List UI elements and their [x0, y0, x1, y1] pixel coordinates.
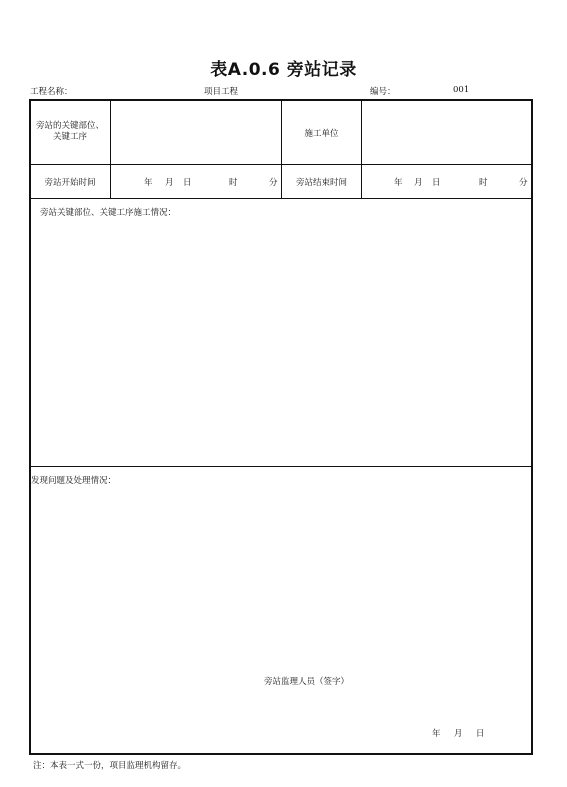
- start-day-unit: 日: [183, 178, 192, 188]
- key-part-label: 旁站的关键部位、 关键工序: [35, 121, 104, 142]
- end-month-unit: 月: [414, 178, 423, 188]
- key-part-field[interactable]: [111, 100, 281, 164]
- end-day-unit: 日: [432, 178, 441, 188]
- footnote: 注：本表一式一份，项目监理机构留存。: [33, 761, 187, 771]
- project-name-value: 项目工程: [204, 87, 239, 97]
- end-year-unit: 年: [394, 178, 403, 188]
- sign-year-unit: 年: [432, 729, 441, 739]
- sign-date: [432, 727, 484, 739]
- form-number-label: 编号：: [370, 87, 396, 97]
- start-time-label: 旁站开始时间: [44, 178, 96, 188]
- supervisor-signature-label: 旁站监理人员（签字）: [264, 677, 350, 687]
- start-minute-unit: 分: [269, 178, 278, 188]
- end-time-label: 旁站结束时间: [295, 178, 347, 188]
- end-hour-unit: 时: [479, 178, 488, 188]
- project-name-label: 工程名称：: [30, 87, 73, 97]
- start-year-unit: 年: [144, 178, 153, 188]
- sign-day-unit: 日: [475, 729, 485, 739]
- document-title: 表A.0.6 旁站记录: [210, 60, 357, 80]
- start-hour-unit: 时: [229, 178, 238, 188]
- sign-month-unit: 月: [453, 729, 463, 739]
- construction-situation-label: 旁站关键部位、关键工序施工情况：: [40, 208, 177, 218]
- start-month-unit: 月: [165, 178, 174, 188]
- construction-situation-field[interactable]: [31, 220, 531, 465]
- start-time-field[interactable]: [111, 176, 281, 190]
- construction-unit-field[interactable]: [362, 100, 531, 164]
- end-minute-unit: 分: [519, 178, 528, 188]
- problems-label: 发现问题及处理情况：: [31, 476, 117, 486]
- end-time-field[interactable]: [362, 176, 531, 190]
- problems-field[interactable]: [31, 488, 531, 663]
- form-number-value: 001: [453, 85, 470, 95]
- construction-unit-label: 施工单位: [304, 129, 339, 139]
- supervisor-signature-field[interactable]: [370, 670, 520, 688]
